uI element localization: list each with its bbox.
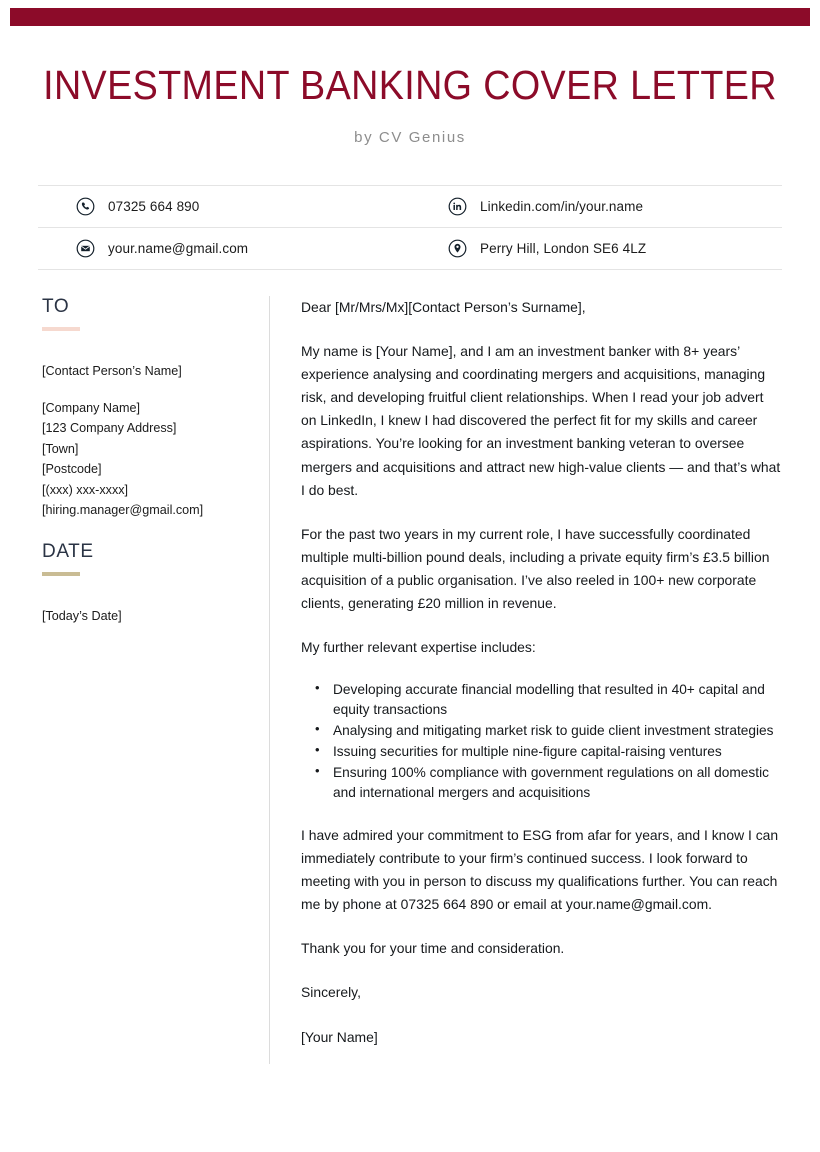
body-paragraph-1: My name is [Your Name], and I am an investment banker with 8+ years’ experience analysing and coordinating mergers and acquisitions, managing risk, and developing fruitful client relationships. When I read your job advert on LinkedIn, I knew I had discovered the perfect fit for my skills and career aspirations. You’re looking for an investment banking veteran to oversee mergers and acquisitions and attract new high-value clients — and that’s what I do best. <box>301 343 781 498</box>
recipient-address <box>42 398 259 520</box>
address-line: [Postcode] <box>42 462 102 477</box>
letter-body <box>270 296 810 1064</box>
to-heading: TO <box>42 296 70 318</box>
address-line: [123 Company Address] <box>42 421 177 436</box>
email-value: your.name@gmail.com <box>108 241 249 257</box>
date-heading-underline <box>42 572 80 576</box>
address-line: [Town] <box>42 441 79 456</box>
to-section <box>42 296 259 520</box>
list-item: • Issuing securities for multiple nine-figure capital-raising ventures <box>331 742 782 762</box>
letter-content <box>10 296 810 1064</box>
list-item: • Ensuring 100% compliance with government regulations on all domestic and international mergers and acquisitions <box>331 763 782 803</box>
phone-icon <box>76 197 95 216</box>
phone-value: 07325 664 890 <box>108 199 200 215</box>
date-section <box>42 541 259 623</box>
contact-details <box>38 185 782 270</box>
address-line: [hiring.manager@gmail.com] <box>42 502 204 517</box>
closing: Sincerely, <box>301 984 361 1001</box>
body-paragraph-3: I have admired your commitment to ESG from afar for years, and I know I can immediately contribute to your firm’s continued success. I look forward to meeting with you in person to discuss my qualifications further. You can reach me by phone at 07325 664 890 or email at your.name@gmail.com. <box>301 827 779 913</box>
contact-linkedin[interactable] <box>410 186 782 227</box>
date-heading: DATE <box>42 541 94 563</box>
contact-email[interactable] <box>38 228 410 269</box>
body-paragraph-4: Thank you for your time and consideration. <box>301 940 565 957</box>
contact-row <box>38 186 782 228</box>
linkedin-value: Linkedin.com/in/your.name <box>480 199 644 215</box>
recipient-name: [Contact Person’s Name] <box>42 364 182 379</box>
linkedin-icon <box>448 197 467 216</box>
expertise-list <box>301 680 782 803</box>
address-line: [(xxx) xxx-xxxx] <box>42 482 129 497</box>
page-subtitle: by CV Genius <box>354 129 466 147</box>
salutation: Dear [Mr/Mrs/Mx][Contact Person’s Surname], <box>301 299 586 316</box>
location-value: Perry Hill, London SE6 4LZ <box>480 241 647 257</box>
contact-row <box>38 228 782 270</box>
header-accent-bar <box>10 8 810 26</box>
envelope-icon <box>76 239 95 258</box>
contact-phone <box>38 186 410 227</box>
sidebar <box>42 296 269 1064</box>
map-pin-icon <box>448 239 467 258</box>
signature: [Your Name] <box>301 1028 378 1045</box>
contact-location <box>410 228 782 269</box>
date-value: [Today’s Date] <box>42 609 122 624</box>
body-paragraph-2: For the past two years in my current role, I have successfully coordinated multiple multi-billion pound deals, including a private equity firm’s £3.5 billion acquisition of a public organisation. I’ve also reeled in 100+ new corporate clients, generating £20 million in revenue. <box>301 525 770 611</box>
list-item: • Developing accurate financial modelling that resulted in 40+ capital and equity transactions <box>331 680 782 720</box>
list-item: • Analysing and mitigating market risk to guide client investment strategies <box>331 721 782 741</box>
bullets-intro: My further relevant expertise includes: <box>301 638 536 655</box>
to-heading-underline <box>42 327 80 331</box>
page-title: INVESTMENT BANKING COVER LETTER <box>43 62 777 108</box>
document-header <box>10 26 810 146</box>
address-line: [Company Name] <box>42 400 140 415</box>
